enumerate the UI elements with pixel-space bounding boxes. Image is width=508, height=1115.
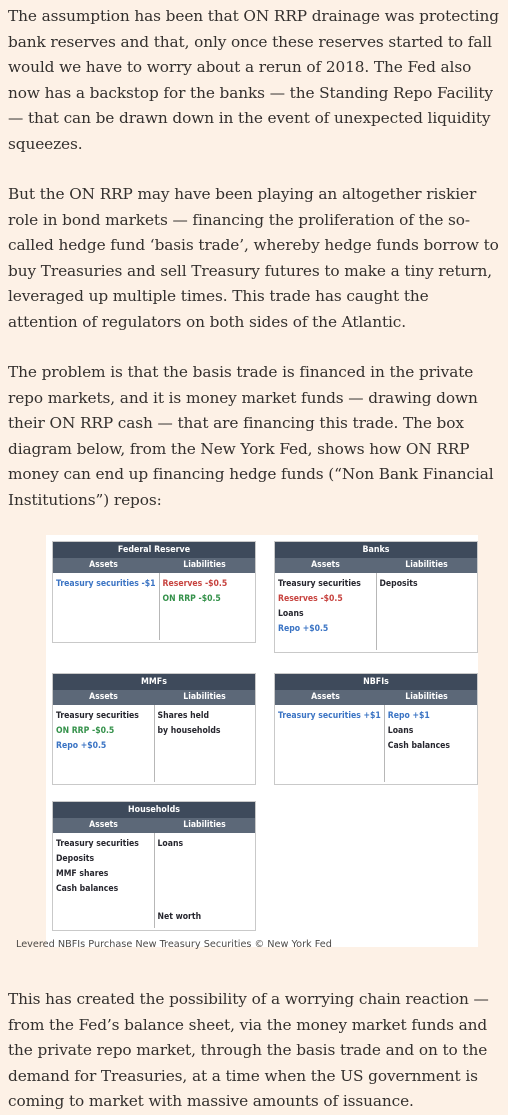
liabilities-heading: Liabilities — [183, 560, 226, 570]
balance-item: MMF shares — [56, 869, 109, 879]
balance-item: Deposits — [379, 579, 418, 589]
mmfs-table-title: MMFs — [53, 674, 255, 690]
figure-caption: Levered NBFIs Purchase New Treasury Securities © New York Fed — [16, 939, 332, 950]
table-headers — [53, 690, 255, 705]
fed-liabilities — [160, 573, 255, 640]
banks-liabilities — [377, 573, 478, 650]
balance-item: Repo +$0.5 — [56, 741, 107, 751]
assets-heading: Assets — [311, 560, 340, 570]
banks-table — [274, 541, 478, 653]
balance-item: Reserves -$0.5 — [278, 594, 343, 604]
assets-heading: Assets — [89, 692, 118, 702]
balance-item: Treasury securities — [56, 839, 139, 849]
balance-item: Loans — [157, 839, 184, 849]
balance-item: Shares held — [157, 711, 210, 721]
nbfis-assets — [275, 705, 385, 782]
balance-item: Cash balances — [56, 884, 119, 894]
mmfs-table — [52, 673, 256, 785]
net-worth-label: Net worth — [157, 912, 202, 922]
banks-table-title: Banks — [275, 542, 477, 558]
table-headers — [53, 818, 255, 833]
households-table — [52, 801, 256, 931]
fed-table-title: Federal Reserve — [53, 542, 255, 558]
nbfis-table — [274, 673, 478, 785]
balance-item: Repo +$1 — [387, 711, 430, 721]
table-headers — [275, 690, 477, 705]
nbfis-table-title: NBFIs — [275, 674, 477, 690]
balance-item: by households — [157, 726, 221, 736]
balance-item: Treasury securities -$1 — [56, 579, 156, 589]
balance-item: Loans — [278, 609, 304, 619]
balance-item: Treasury securities — [56, 711, 139, 721]
balance-item: ON RRP -$0.5 — [162, 594, 221, 604]
balance-item: Reserves -$0.5 — [162, 579, 228, 589]
fed-assets — [53, 573, 160, 640]
balance-item: Deposits — [56, 854, 95, 864]
balance-item: Repo +$0.5 — [278, 624, 329, 634]
liabilities-heading: Liabilities — [405, 560, 448, 570]
paragraph-4: This has created the possibility of a worrying chain reaction — from the Fed’s balance sheet, via the money market funds and the private repo market, through the basis trade and on to the demand for Treasuries, at a time when the US government is coming to market with massive amounts of issuance. — [8, 990, 489, 1110]
households-table-title: Households — [53, 802, 255, 818]
balance-item: Treasury securities +$1 — [278, 711, 381, 721]
table-headers — [53, 558, 255, 573]
liabilities-heading: Liabilities — [183, 820, 226, 830]
figure-image — [46, 535, 478, 947]
paragraph-2: But the ON RRP may have been playing an altogether riskier role in bond markets — financing the proliferation of the so-called hedge fund ‘basis trade’, whereby hedge funds borrow to buy Treasuries and sell Treasury futures to make a tiny return, leveraged up multiple times. This trade has caught the attention of regulators on both sides of the Atlantic. — [8, 185, 499, 331]
assets-heading: Assets — [89, 820, 118, 830]
balance-item: Cash balances — [387, 741, 451, 751]
liabilities-heading: Liabilities — [405, 692, 448, 702]
fed-table — [52, 541, 256, 643]
table-headers — [275, 558, 477, 573]
assets-heading: Assets — [311, 692, 340, 702]
mmfs-assets — [53, 705, 155, 782]
balance-item: ON RRP -$0.5 — [56, 726, 115, 736]
balance-item: Treasury securities — [278, 579, 361, 589]
assets-heading: Assets — [89, 560, 118, 570]
mmfs-liabilities — [155, 705, 256, 782]
paragraph-3: The problem is that the basis trade is financed in the private repo markets, and it is money market funds — drawing down their ON RRP cash — that are financing this trade. The box diagram below, from the New York Fed, shows how ON RRP money can end up financing hedge funds (“Non Bank Financial Institutions”) repos: — [8, 363, 494, 509]
households-assets — [53, 833, 155, 928]
liabilities-heading: Liabilities — [183, 692, 226, 702]
balance-item: Loans — [387, 726, 414, 736]
paragraph-1: The assumption has been that ON RRP drainage was protecting bank reserves and that, only once these reserves started to fall would we have to worry about a rerun of 2018. The Fed also now has a backstop for the banks — the Standing Repo Facility — that can be drawn down in the event of unexpected liquidity squeezes. — [8, 7, 499, 153]
balance-sheet-figure — [8, 535, 502, 967]
nbfis-liabilities — [385, 705, 477, 782]
banks-assets — [275, 573, 377, 650]
households-liabilities — [155, 833, 256, 928]
